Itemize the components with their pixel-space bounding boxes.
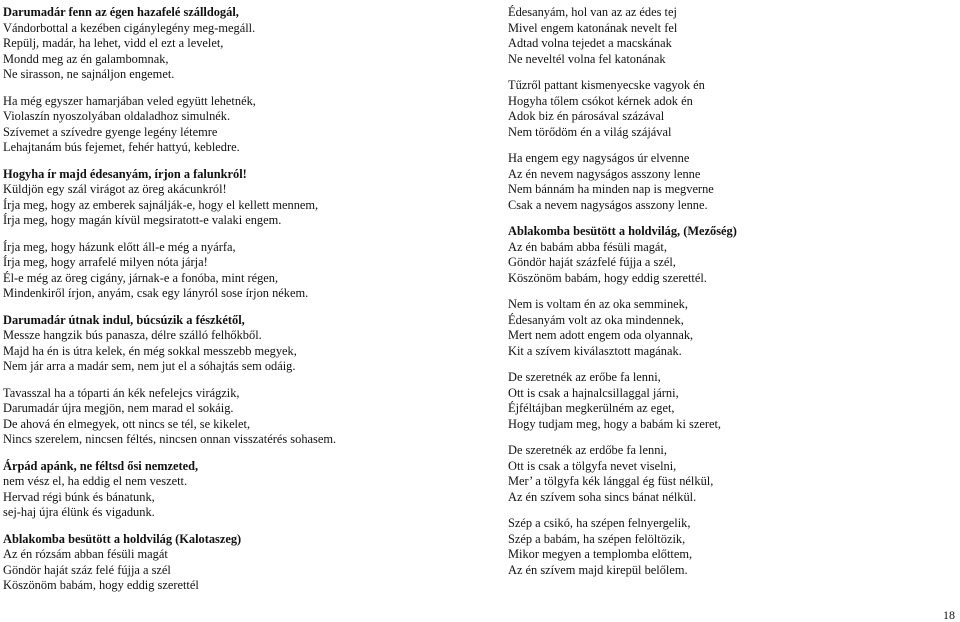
stanza-line: Nem jár arra a madár sem, nem jut el a sóhajtás sem odáig. bbox=[3, 359, 296, 373]
stanza-line: Hervad régi búnk és bánatunk, bbox=[3, 489, 155, 504]
stanza-line: nem vész el, ha eddig el nem veszett. bbox=[3, 474, 188, 488]
stanza bbox=[508, 78, 808, 140]
stanza-line: Él-e még az öreg cigány, járnak-e a fonóba, mint régen, bbox=[3, 270, 279, 285]
stanza-line: Tűzről pattant kismenyecske vagyok én bbox=[508, 78, 705, 92]
stanza-line: Az én rózsám abban fésüli magát bbox=[3, 547, 168, 561]
stanza-line: Nem bánnám ha minden nap is megverne bbox=[508, 182, 714, 196]
stanza bbox=[508, 443, 808, 505]
stanza-heading-line: Darumadár fenn az égen hazafelé szálldogál, bbox=[3, 5, 239, 19]
stanza bbox=[508, 516, 808, 578]
stanza-heading-line: Darumadár útnak indul, búcsúzik a fészkétől, bbox=[3, 312, 245, 327]
stanza-line: Az én szívem majd kirepül belőlem. bbox=[508, 562, 688, 577]
stanza-line: Repülj, madár, ha lehet, vidd el ezt a levelet, bbox=[3, 36, 224, 50]
stanza-line: Adtad volna tejedet a macskának bbox=[508, 36, 672, 50]
stanza-line: Köszönöm babám, hogy eddig szerettél. bbox=[508, 270, 707, 285]
stanza-line: sej-haj újra élünk és vigadunk. bbox=[3, 505, 155, 519]
stanza-line: Ha engem egy nagyságos úr elvenne bbox=[508, 151, 690, 165]
stanza-line: De szeretnék az erőbe fa lenni, bbox=[508, 370, 661, 384]
stanza bbox=[508, 224, 808, 286]
stanza bbox=[3, 386, 473, 448]
stanza-line: Mivel engem katonának nevelt fel bbox=[508, 20, 678, 35]
stanza-line: Szép a csikó, ha szépen felnyergelik, bbox=[508, 516, 691, 530]
stanza-line: Szép a babám, ha szépen felöltözik, bbox=[508, 531, 686, 546]
stanza-line: Küldjön egy szál virágot az öreg akácunkról! bbox=[3, 182, 227, 196]
stanza-line: De szeretnék az erdőbe fa lenni, bbox=[508, 443, 667, 457]
stanza-heading-line: Ablakomba besütött a holdvilág (Kalotaszeg) bbox=[3, 531, 242, 546]
stanza-line: Az én szívem soha sincs bánat nélkül. bbox=[508, 489, 697, 504]
stanza-line: Édesanyám volt az oka mindennek, bbox=[508, 312, 684, 327]
stanza-heading-line: Ablakomba besütött a holdvilág, (Mezőség) bbox=[508, 224, 737, 238]
stanza bbox=[3, 313, 473, 375]
stanza-heading-line: Hogyha ír majd édesanyám, írjon a falunkról! bbox=[3, 166, 247, 181]
stanza-line: Hogy tudjam meg, hogy a babám ki szeret, bbox=[508, 416, 721, 431]
stanza bbox=[3, 240, 473, 302]
stanza bbox=[3, 5, 473, 83]
left-column bbox=[3, 5, 473, 605]
stanza-line: Ne neveltél volna fel katonának bbox=[508, 51, 666, 66]
stanza-line: Adok biz én párosával százával bbox=[508, 109, 665, 123]
stanza-line: Mer’ a tölgyfa kék lánggal ég füst nélkül, bbox=[508, 474, 714, 488]
stanza-line: Göndör haját százfelé fújja a szél, bbox=[508, 255, 676, 269]
stanza-line: Az én babám abba fésüli magát, bbox=[508, 239, 667, 254]
stanza bbox=[508, 5, 808, 67]
stanza-line: Lehajtanám bús fejemet, fehér hattyú, kebledre. bbox=[3, 140, 240, 154]
stanza-line: Mikor megyen a templomba előttem, bbox=[508, 547, 693, 561]
stanza-line: Írja meg, hogy az emberek sajnálják-e, hogy el kellett mennem, bbox=[3, 197, 319, 212]
stanza-line: Nem törődöm én a világ szájával bbox=[508, 124, 672, 139]
stanza-line: Ott is csak a tölgyfa nevet viselni, bbox=[508, 458, 677, 473]
stanza bbox=[508, 297, 808, 359]
stanza-line: Az én nevem nagyságos asszony lenne bbox=[508, 166, 701, 181]
stanza bbox=[3, 459, 473, 521]
stanza bbox=[508, 370, 808, 432]
stanza-line: Ott is csak a hajnalcsillaggal járni, bbox=[508, 385, 679, 400]
stanza bbox=[508, 151, 808, 213]
stanza-line: Szívemet a szívedre gyenge legény létemre bbox=[3, 124, 218, 139]
stanza-line: Nem is voltam én az oka semminek, bbox=[508, 297, 688, 311]
stanza-line: Vándorbottal a kezében cigánylegény meg-megáll. bbox=[3, 20, 256, 35]
stanza-line: Kit a szívem kiválasztott magának. bbox=[508, 343, 682, 358]
stanza-heading-line: Árpád apánk, ne féltsd ősi nemzeted, bbox=[3, 458, 199, 473]
stanza-line: Violaszín nyoszolyában oldaladhoz simulnék. bbox=[3, 109, 231, 123]
stanza bbox=[3, 94, 473, 156]
stanza-line: Írja meg, hogy arrafelé milyen nóta járja! bbox=[3, 255, 208, 269]
stanza-line: Darumadár újra megjön, nem marad el sokáig. bbox=[3, 401, 234, 415]
stanza-line: De ahová én elmegyek, ott nincs se tél, se kikelet, bbox=[3, 416, 251, 431]
stanza bbox=[3, 167, 473, 229]
stanza-line: Csak a nevem nagyságos asszony lenne. bbox=[508, 197, 708, 212]
stanza-line: Messze hangzik bús panasza, délre szálló felhőkből. bbox=[3, 328, 262, 342]
stanza-line: Nincs szerelem, nincsen féltés, nincsen onnan visszatérés sohasem. bbox=[3, 432, 337, 446]
stanza-line: Ne sirasson, ne sajnáljon engemet. bbox=[3, 67, 175, 81]
stanza-line: Mondd meg az én galambomnak, bbox=[3, 51, 169, 66]
stanza-line: Éjféltájban megkerülném az eget, bbox=[508, 401, 675, 415]
right-column bbox=[508, 5, 808, 589]
stanza-line: Tavasszal ha a tóparti án kék nefelejcs virágzik, bbox=[3, 385, 240, 400]
stanza-line: Ha még egyszer hamarjában veled együtt lehetnék, bbox=[3, 93, 256, 108]
stanza-line: Köszönöm babám, hogy eddig szerettél bbox=[3, 578, 199, 592]
stanza-line: Göndör haját száz felé fújja a szél bbox=[3, 562, 171, 577]
stanza bbox=[3, 532, 473, 594]
stanza-line: Írja meg, hogy magán kívül megsiratott-e valaki engem. bbox=[3, 213, 282, 227]
page-number: 18 bbox=[943, 608, 955, 622]
stanza-line: Hogyha tőlem csókot kérnek adok én bbox=[508, 93, 693, 108]
stanza-line: Mert nem adott engem oda olyannak, bbox=[508, 328, 694, 342]
stanza-line: Majd ha én is útra kelek, én még sokkal messzebb megyek, bbox=[3, 343, 297, 358]
stanza-line: Mindenkiről írjon, anyám, csak egy lányról sose írjon nékem. bbox=[3, 286, 309, 300]
stanza-line: Írja meg, hogy házunk előtt áll-e még a nyárfa, bbox=[3, 239, 236, 254]
stanza-line: Édesanyám, hol van az az édes tej bbox=[508, 5, 677, 19]
